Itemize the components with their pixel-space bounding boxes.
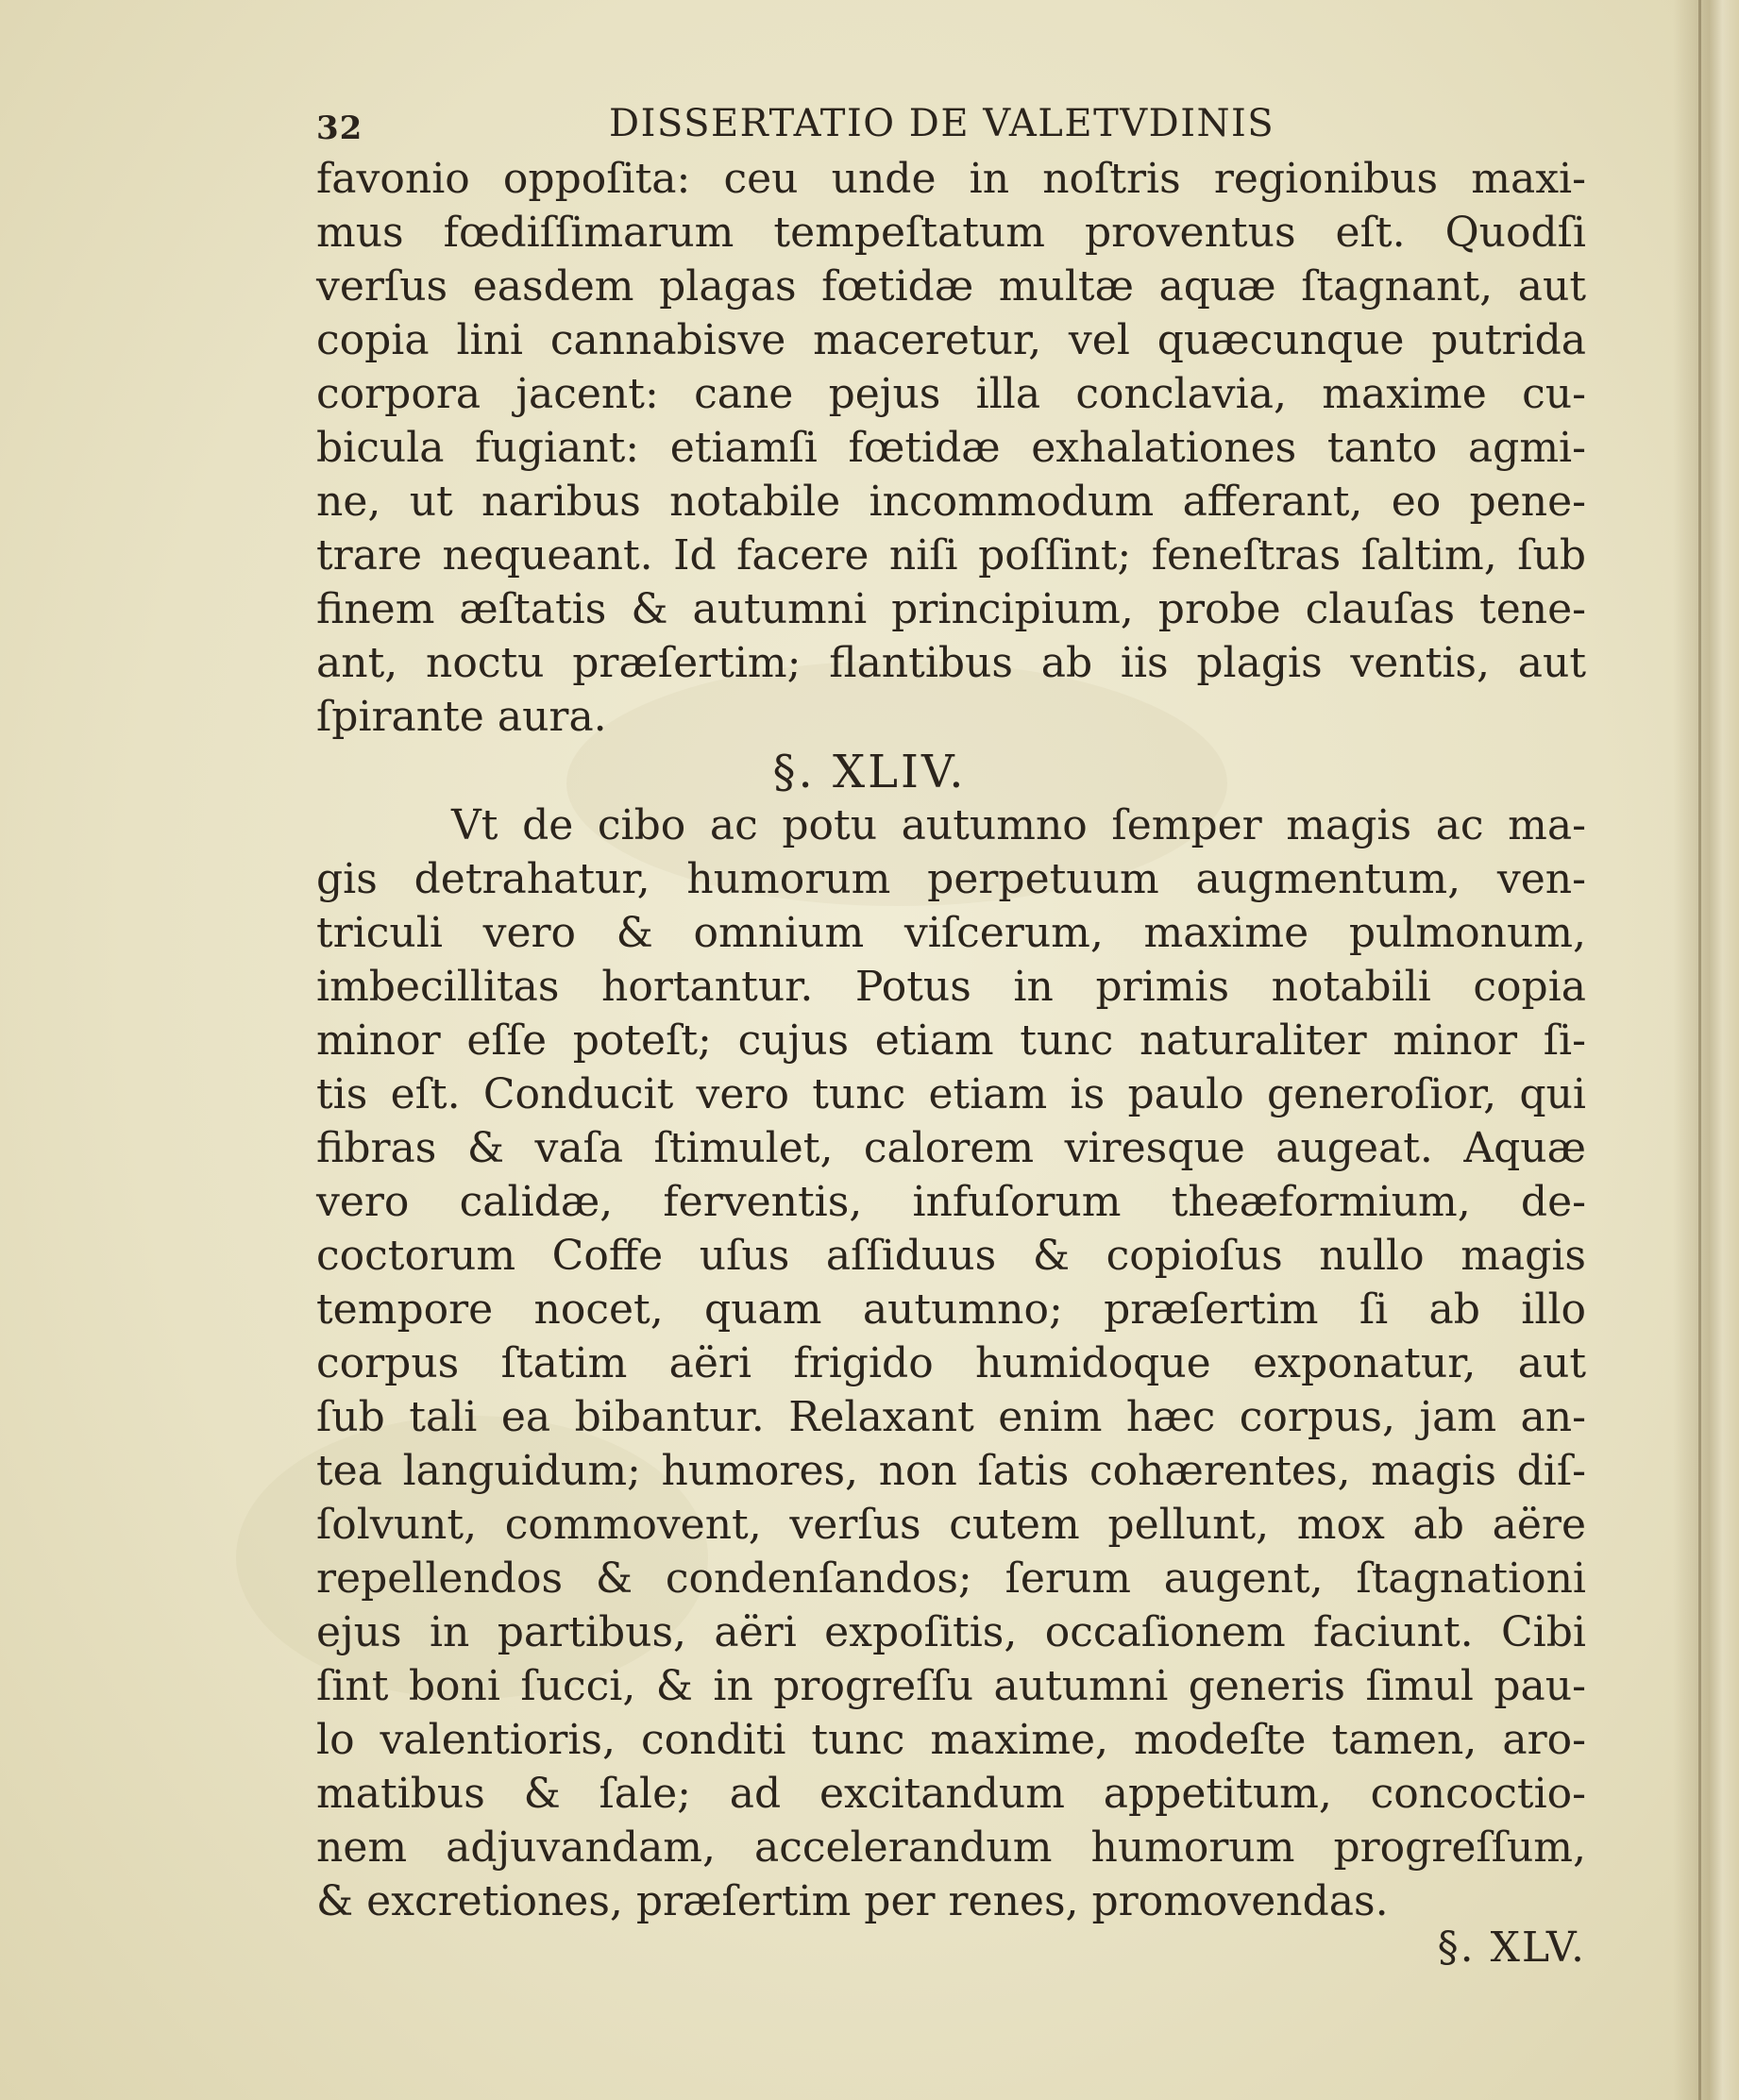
running-header bbox=[316, 102, 1312, 149]
text-line: tea languidum; humores, non ſatis cohærentes, magis diſ- bbox=[316, 1447, 1586, 1495]
text-line: gis detrahatur, humorum perpetuum augmentum, ven- bbox=[316, 855, 1586, 903]
page-number: 32 bbox=[316, 109, 363, 147]
text-line: coctorum Coffe uſus aſſiduus & copioſus nullo magis bbox=[316, 1232, 1586, 1280]
text-line: & excretiones, præſertim per renes, promovendas. bbox=[316, 1877, 1389, 1925]
text-line: ejus in partibus, aëri expoſitis, occaſionem faciunt. Cibi bbox=[316, 1608, 1586, 1656]
text-line: minor eſſe poteſt; cujus etiam tunc naturaliter minor ſi- bbox=[316, 1016, 1586, 1065]
text-line: favonio oppoſita: ceu unde in noſtris regionibus maxi- bbox=[316, 155, 1586, 203]
text-line: mus fœdiſſimarum tempeſtatum proventus eſt. Quodſi bbox=[316, 209, 1586, 257]
text-line: ſpirante aura. bbox=[316, 693, 607, 741]
catchword: §. XLV. bbox=[1437, 1924, 1586, 1972]
text-line: copia lini cannabisve maceretur, vel quæcunque putrida bbox=[316, 316, 1586, 364]
text-line: corpora jacent: cane pejus illa conclavia, maxime cu- bbox=[316, 370, 1586, 418]
text-line: vero calidæ, ferventis, infuſorum theæformium, de- bbox=[316, 1178, 1586, 1226]
text-line: ant, noctu præſertim; flantibus ab iis plagis ventis, aut bbox=[316, 639, 1586, 687]
text-line: bicula fugiant: etiamſi fœtidæ exhalationes tanto agmi- bbox=[316, 424, 1586, 472]
text-line: triculi vero & omnium viſcerum, maxime pulmonum, bbox=[316, 909, 1586, 957]
text-line: finem æſtatis & autumni principium, probe clauſas tene- bbox=[316, 585, 1586, 633]
text-line: ſub tali ea bibantur. Relaxant enim hæc corpus, jam an- bbox=[316, 1393, 1586, 1441]
running-title: DISSERTATIO DE VALETVDINIS bbox=[609, 102, 1275, 145]
text-line: fibras & vaſa ſtimulet, calorem viresque augeat. Aquæ bbox=[316, 1124, 1586, 1172]
page-gutter bbox=[1673, 0, 1739, 2100]
text-line: repellendos & condenſandos; ſerum augent, ſtagnationi bbox=[316, 1554, 1586, 1603]
text-line: ſint boni ſucci, & in progreſſu autumni generis ſimul pau- bbox=[316, 1662, 1586, 1710]
text-line: ſolvunt, commovent, verſus cutem pellunt, mox ab aëre bbox=[316, 1501, 1586, 1549]
text-line: lo valentioris, conditi tunc maxime, modeſte tamen, aro- bbox=[316, 1716, 1586, 1764]
text-line: matibus & ſale; ad excitandum appetitum, concoctio- bbox=[316, 1770, 1586, 1818]
text-line: trare nequeant. Id facere niſi poſſint; feneſtras ſaltim, ſub bbox=[316, 531, 1586, 580]
text-line: nem adjuvandam, accelerandum humorum progreſſum, bbox=[316, 1823, 1586, 1872]
text-line: imbecillitas hortantur. Potus in primis notabili copia bbox=[316, 963, 1586, 1011]
text-line: tis eſt. Conducit vero tunc etiam is paulo generoſior, qui bbox=[316, 1070, 1586, 1118]
text-line: Vt de cibo ac potu autumno ſemper magis ac ma- bbox=[451, 801, 1586, 849]
text-line: tempore nocet, quam autumno; præſertim ſi ab illo bbox=[316, 1285, 1586, 1334]
text-line: ne, ut naribus notabile incommodum afferant, eo pene- bbox=[316, 478, 1586, 526]
text-line: corpus ſtatim aëri frigido humidoque exponatur, aut bbox=[316, 1339, 1586, 1387]
page-edge-line bbox=[1698, 0, 1701, 2100]
text-line: verſus easdem plagas fœtidæ multæ aquæ ſtagnant, aut bbox=[316, 262, 1586, 311]
section-heading: §. XLIV. bbox=[772, 746, 967, 798]
